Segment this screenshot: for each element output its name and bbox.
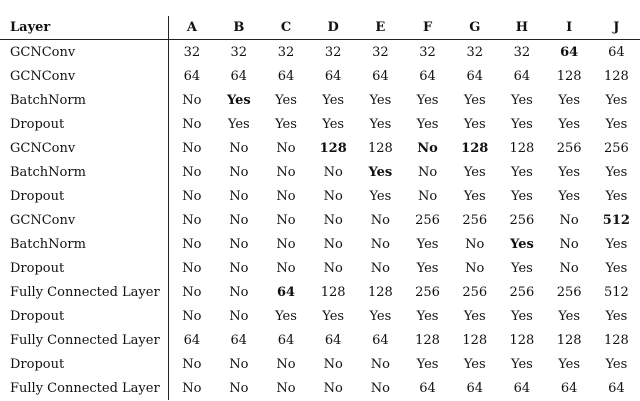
value-cell: Yes — [511, 356, 533, 372]
value-cell: No — [229, 308, 249, 324]
value-cell: 256 — [415, 212, 440, 228]
table-row — [0, 304, 640, 328]
value-cell: Yes — [605, 236, 628, 252]
layer-name-cell: Dropout — [0, 112, 168, 136]
value-cell: No — [323, 236, 343, 252]
value-cell: No — [465, 260, 485, 276]
value-cell: No — [229, 164, 249, 180]
table-row — [0, 352, 640, 376]
value-cell: 128 — [415, 332, 440, 348]
value-cell: No — [465, 236, 485, 252]
value-cell: No — [182, 356, 202, 372]
value-cell: Yes — [322, 308, 345, 324]
value-cell: 64 — [183, 68, 201, 84]
value-cell: 64 — [372, 332, 389, 348]
layer-name-cell: Dropout — [0, 352, 168, 376]
value-cell: 64 — [560, 44, 579, 60]
value-cell: 32 — [230, 44, 248, 60]
value-cell: Yes — [558, 92, 581, 108]
layer-name-cell: BatchNorm — [0, 232, 168, 256]
value-cell: Yes — [416, 308, 439, 324]
value-cell: 128 — [603, 332, 629, 348]
value-cell: Yes — [511, 116, 533, 132]
value-cell: 32 — [513, 44, 531, 60]
value-cell: 128 — [603, 68, 629, 84]
value-cell: No — [559, 236, 579, 252]
value-cell: 256 — [509, 212, 535, 228]
value-cell: No — [276, 356, 296, 372]
value-cell: No — [370, 356, 390, 372]
value-cell: Yes — [463, 188, 486, 204]
value-cell: Yes — [416, 92, 439, 108]
value-cell: Yes — [275, 92, 297, 108]
value-cell: 32 — [183, 44, 201, 60]
value-cell: No — [229, 284, 249, 300]
value-cell: No — [417, 188, 438, 204]
value-cell: Yes — [558, 356, 581, 372]
value-cell: Yes — [322, 92, 345, 108]
value-cell: No — [323, 188, 343, 204]
value-cell: No — [276, 260, 296, 276]
value-cell: 32 — [277, 44, 295, 60]
value-cell: 64 — [608, 380, 625, 396]
value-cell: No — [229, 212, 249, 228]
value-cell: 128 — [319, 140, 347, 156]
value-cell: Yes — [511, 188, 533, 204]
value-cell: No — [182, 212, 202, 228]
value-cell: 64 — [324, 68, 342, 84]
value-cell: No — [229, 260, 249, 276]
value-cell: No — [182, 380, 202, 396]
value-cell: Yes — [511, 164, 533, 180]
value-cell: 64 — [230, 68, 248, 84]
layer-name-cell: Fully Connected Layer — [0, 376, 168, 400]
value-cell: Yes — [605, 356, 628, 372]
table-row — [0, 184, 640, 208]
value-cell: 256 — [462, 212, 488, 228]
value-cell: No — [276, 380, 296, 396]
value-cell: Yes — [511, 92, 533, 108]
layer-name-cell: Fully Connected Layer — [0, 280, 168, 304]
value-cell: No — [182, 236, 202, 252]
value-cell: Yes — [558, 116, 581, 132]
value-cell: Yes — [416, 260, 439, 276]
value-cell: Yes — [605, 164, 628, 180]
table-row — [0, 136, 640, 160]
value-cell: No — [323, 212, 343, 228]
value-cell: No — [370, 380, 390, 396]
table-row — [0, 112, 640, 136]
value-cell: Yes — [368, 164, 393, 180]
value-cell: No — [182, 92, 202, 108]
config-column-header-f: F — [404, 16, 451, 40]
value-cell: 64 — [372, 68, 389, 84]
value-cell: No — [182, 116, 202, 132]
value-cell: 64 — [608, 44, 625, 60]
layer-name-cell: Dropout — [0, 256, 168, 280]
layer-name-cell: Dropout — [0, 184, 168, 208]
value-cell: 128 — [509, 140, 535, 156]
value-cell: Yes — [369, 92, 392, 108]
value-cell: Yes — [605, 116, 628, 132]
table-row — [0, 256, 640, 280]
table-row — [0, 232, 640, 256]
value-cell: Yes — [463, 308, 486, 324]
value-cell: Yes — [463, 116, 486, 132]
value-cell: 256 — [556, 284, 582, 300]
value-cell: Yes — [416, 116, 439, 132]
value-cell: No — [276, 140, 296, 156]
value-cell: 64 — [513, 68, 531, 84]
layer-name-cell: Dropout — [0, 304, 168, 328]
value-cell: 256 — [603, 140, 629, 156]
value-cell: Yes — [369, 308, 392, 324]
architecture-table — [0, 16, 640, 400]
layer-column-header: Layer — [0, 16, 168, 40]
value-cell: Yes — [322, 116, 345, 132]
value-cell: Yes — [558, 164, 581, 180]
table-row — [0, 376, 640, 400]
value-cell: No — [323, 356, 343, 372]
value-cell: Yes — [227, 116, 250, 132]
value-cell: 512 — [603, 284, 629, 300]
value-cell: 256 — [556, 140, 582, 156]
table-row — [0, 208, 640, 232]
value-cell: Yes — [416, 236, 439, 252]
value-cell: 128 — [509, 332, 535, 348]
config-column-header-c: C — [262, 16, 309, 40]
value-cell: Yes — [605, 92, 628, 108]
config-column-header-h: H — [498, 16, 545, 40]
value-cell: No — [276, 212, 296, 228]
value-cell: No — [182, 188, 202, 204]
cropped-caption-remnant — [0, 0, 640, 12]
value-cell: No — [229, 236, 249, 252]
value-cell: Yes — [226, 92, 251, 108]
value-cell: No — [417, 164, 438, 180]
value-cell: Yes — [463, 92, 486, 108]
table-row — [0, 40, 640, 65]
table-row — [0, 160, 640, 184]
value-cell: 64 — [419, 68, 436, 84]
value-cell: No — [182, 164, 202, 180]
value-cell: Yes — [558, 188, 581, 204]
value-cell: Yes — [605, 188, 628, 204]
value-cell: Yes — [605, 308, 628, 324]
value-cell: 128 — [556, 332, 582, 348]
value-cell: 64 — [466, 68, 484, 84]
value-cell: Yes — [275, 116, 297, 132]
value-cell: 32 — [419, 44, 436, 60]
value-cell: No — [229, 140, 249, 156]
value-cell: Yes — [463, 164, 486, 180]
value-cell: Yes — [605, 260, 628, 276]
config-column-header-j: J — [593, 16, 640, 40]
value-cell: 256 — [509, 284, 535, 300]
value-cell: 32 — [372, 44, 389, 60]
layer-name-cell: GCNConv — [0, 136, 168, 160]
value-cell: 32 — [324, 44, 342, 60]
value-cell: 64 — [419, 380, 436, 396]
value-cell: No — [182, 140, 202, 156]
layer-name-cell: Fully Connected Layer — [0, 328, 168, 352]
value-cell: No — [370, 260, 390, 276]
value-cell: 64 — [560, 380, 578, 396]
value-cell: No — [323, 164, 343, 180]
config-column-header-b: B — [215, 16, 262, 40]
value-cell: 64 — [277, 68, 295, 84]
value-cell: 64 — [513, 380, 531, 396]
value-cell: 128 — [462, 332, 488, 348]
config-column-header-i: I — [546, 16, 593, 40]
config-column-header-g: G — [451, 16, 498, 40]
value-cell: Yes — [510, 236, 534, 252]
value-cell: No — [229, 188, 249, 204]
value-cell: No — [559, 260, 579, 276]
layer-name-cell: GCNConv — [0, 40, 168, 65]
table-row — [0, 88, 640, 112]
value-cell: No — [182, 260, 202, 276]
header-row — [0, 16, 640, 40]
layer-name-cell: GCNConv — [0, 208, 168, 232]
layer-name-cell: BatchNorm — [0, 160, 168, 184]
value-cell: 64 — [230, 332, 248, 348]
value-cell: No — [323, 380, 343, 396]
value-cell: 256 — [462, 284, 488, 300]
value-cell: No — [276, 236, 296, 252]
value-cell: 128 — [367, 284, 393, 300]
value-cell: 512 — [602, 212, 630, 228]
value-cell: 128 — [461, 140, 489, 156]
value-cell: 128 — [367, 140, 393, 156]
table-row — [0, 280, 640, 304]
value-cell: No — [370, 236, 390, 252]
value-cell: Yes — [416, 356, 439, 372]
value-cell: Yes — [558, 308, 581, 324]
config-column-header-e: E — [357, 16, 404, 40]
value-cell: 256 — [415, 284, 440, 300]
value-cell: No — [370, 212, 390, 228]
value-cell: 64 — [466, 380, 484, 396]
value-cell: Yes — [511, 308, 533, 324]
value-cell: No — [276, 188, 296, 204]
table-body — [0, 40, 640, 401]
value-cell: 32 — [466, 44, 484, 60]
value-cell: No — [182, 308, 202, 324]
value-cell: No — [229, 380, 249, 396]
value-cell: 64 — [324, 332, 342, 348]
config-column-header-d: D — [310, 16, 357, 40]
value-cell: No — [276, 164, 296, 180]
config-column-header-a: A — [168, 16, 215, 40]
layer-name-cell: GCNConv — [0, 64, 168, 88]
value-cell: Yes — [369, 188, 392, 204]
value-cell: 64 — [276, 284, 296, 300]
layer-name-cell: BatchNorm — [0, 88, 168, 112]
value-cell: No — [182, 284, 202, 300]
value-cell: 64 — [277, 332, 295, 348]
value-cell: No — [229, 356, 249, 372]
table-row — [0, 328, 640, 352]
value-cell: Yes — [369, 116, 392, 132]
value-cell: Yes — [463, 356, 486, 372]
value-cell: 128 — [556, 68, 582, 84]
value-cell: No — [323, 260, 343, 276]
table-row — [0, 64, 640, 88]
value-cell: Yes — [511, 260, 533, 276]
value-cell: 128 — [320, 284, 346, 300]
value-cell: No — [417, 140, 438, 156]
value-cell: No — [559, 212, 579, 228]
value-cell: Yes — [275, 308, 297, 324]
value-cell: 64 — [183, 332, 201, 348]
